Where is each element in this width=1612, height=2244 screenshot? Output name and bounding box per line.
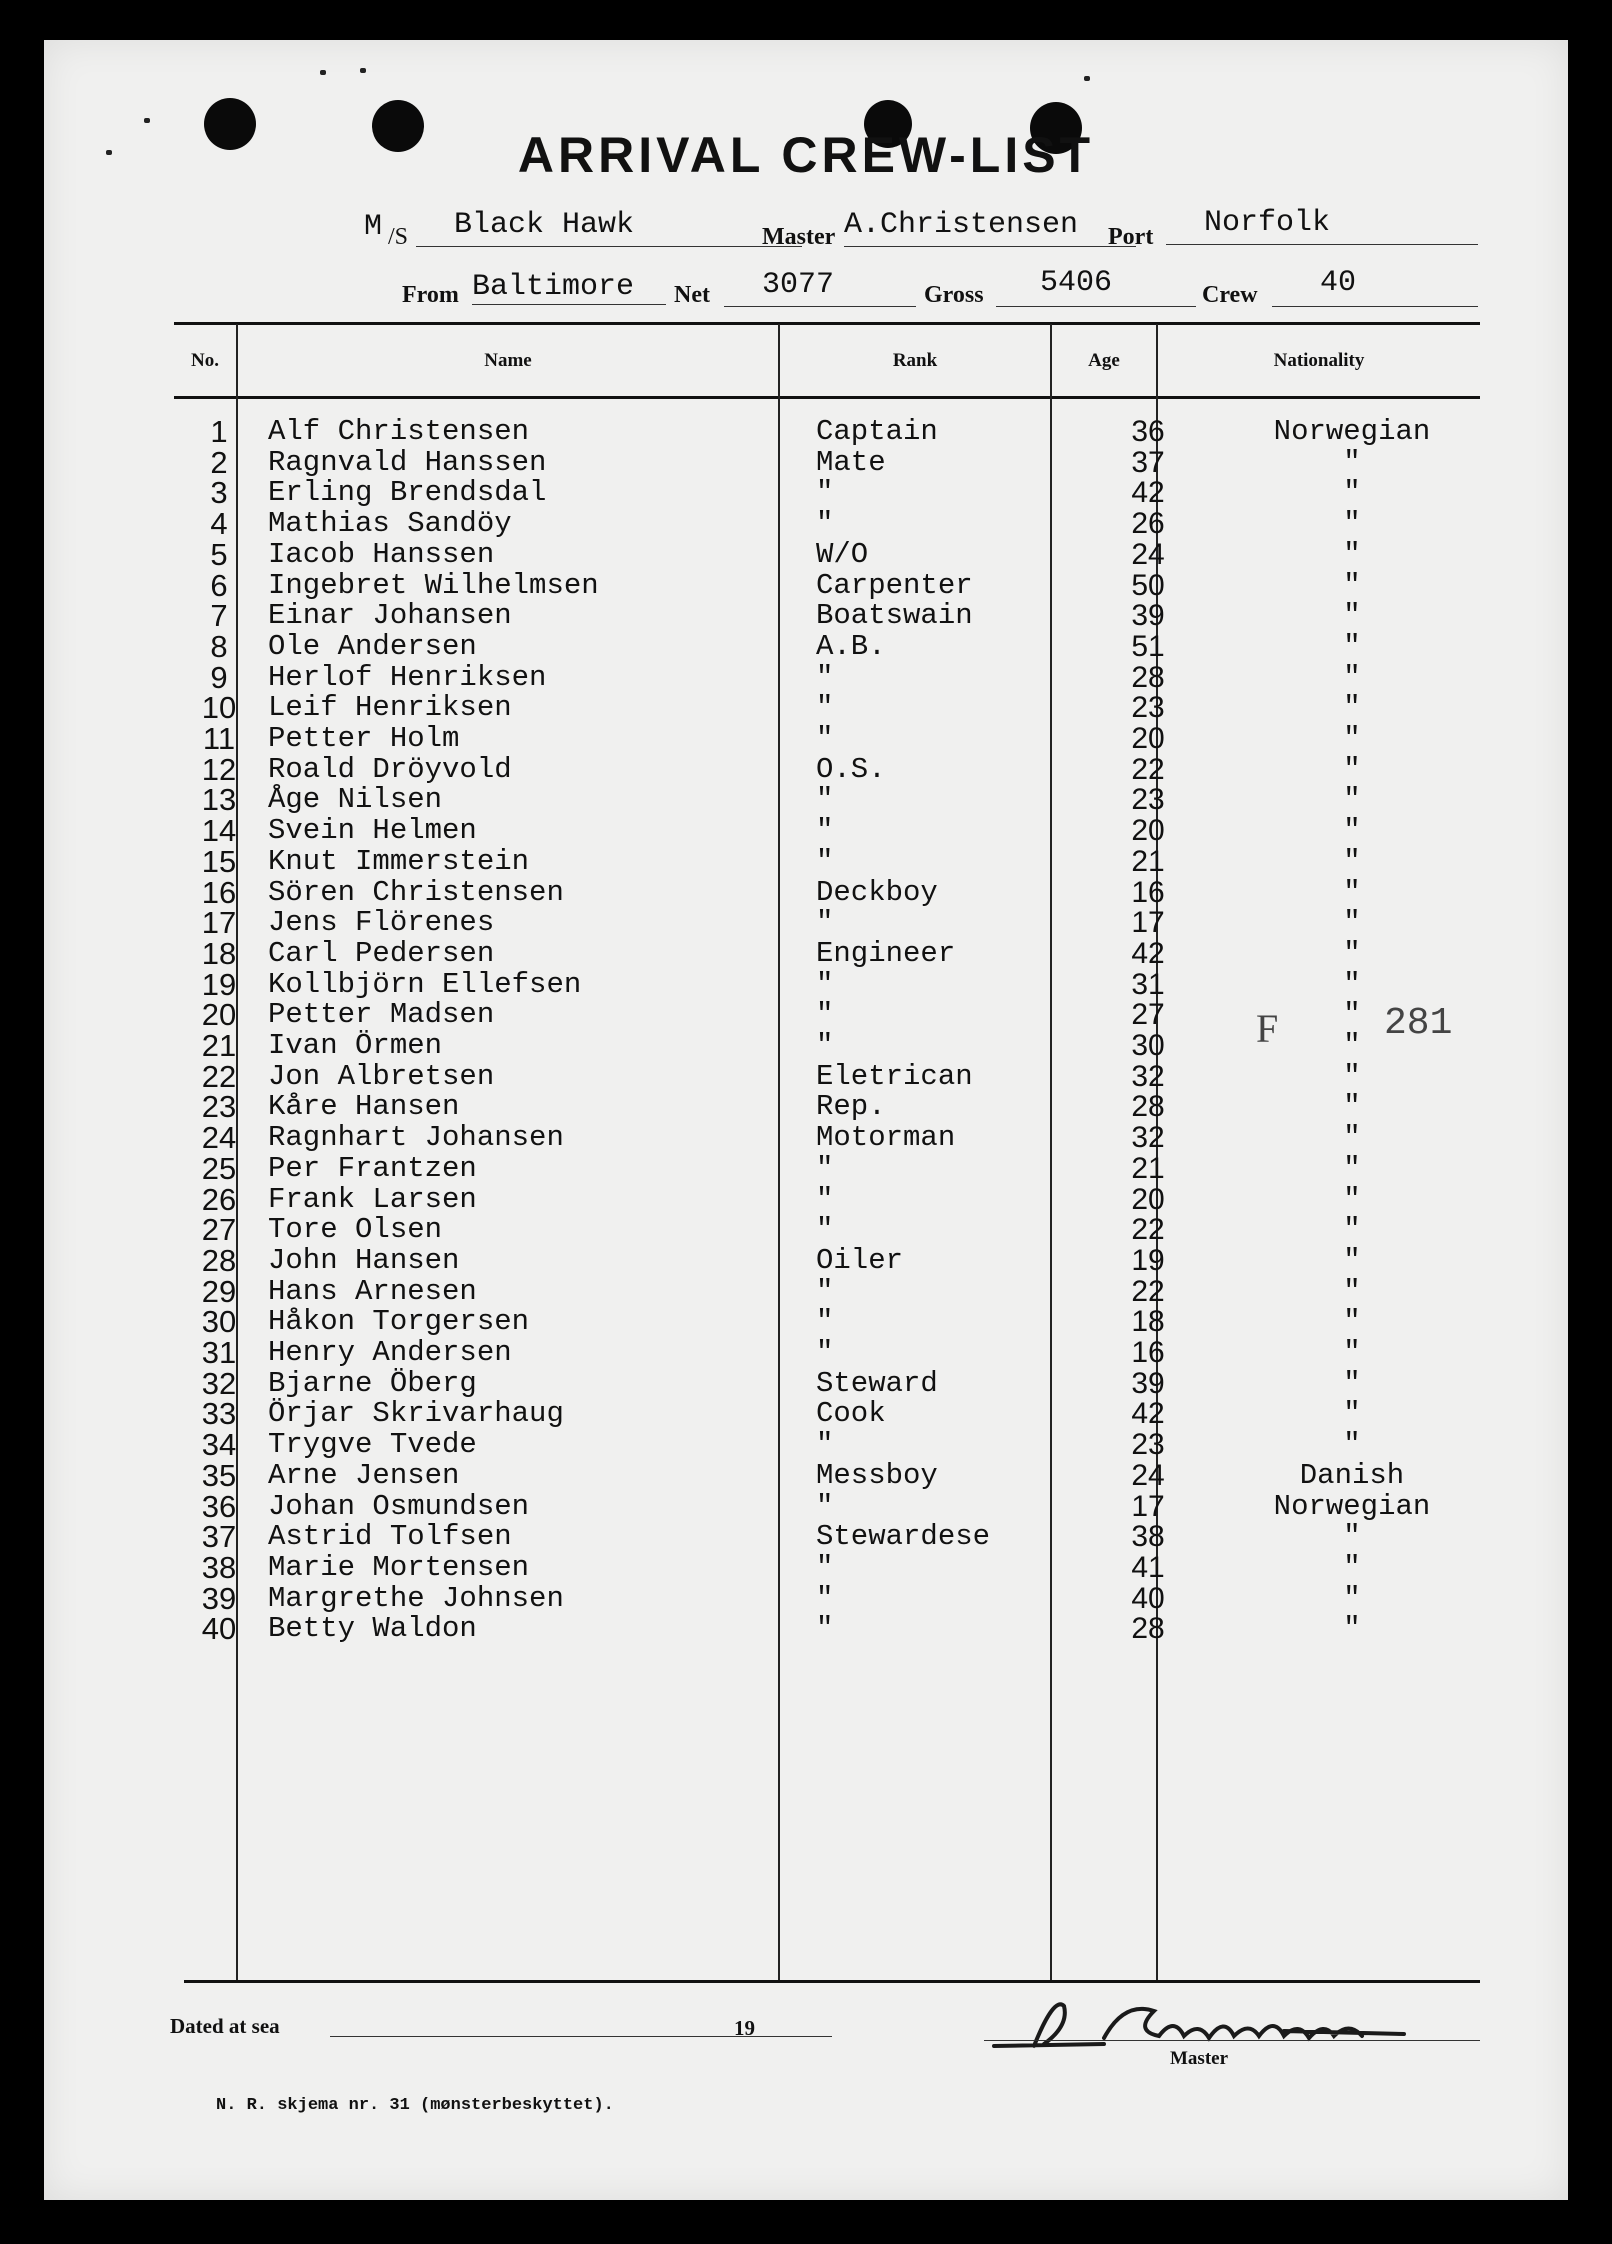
crew-nationality: " (1343, 445, 1361, 479)
crew-name: Per Frantzen (268, 1151, 477, 1185)
vessel-underline (416, 246, 802, 247)
crew-name: Sören Christensen (268, 875, 564, 909)
crew-name: Astrid Tolfsen (268, 1520, 512, 1554)
crew-age: 32 (1131, 1121, 1165, 1155)
crew-nationality: " (1343, 1182, 1361, 1216)
crew-rank: W/O (816, 537, 869, 571)
crew-name: Roald Dröyvold (268, 752, 512, 786)
table-row (44, 1150, 1568, 1186)
signature-underline (984, 2040, 1480, 2041)
crew-number: 28 (201, 1242, 237, 1278)
ms-prefix: M (364, 210, 383, 244)
crew-name: Ragnvald Hanssen (268, 445, 547, 479)
crew-name: Leif Henriksen (268, 691, 512, 725)
crew-rank: Carpenter (816, 568, 973, 602)
master-sign-label: Master (1170, 2048, 1229, 2069)
crew-number: 35 (201, 1457, 237, 1493)
table-row (44, 598, 1568, 634)
crew-age: 16 (1131, 1336, 1165, 1369)
table-row (44, 1488, 1568, 1524)
crew-rank: Rep. (816, 1090, 886, 1124)
crew-nationality: " (1343, 998, 1361, 1032)
crew-age: 20 (1131, 1182, 1165, 1216)
table-row (44, 966, 1568, 1002)
crew-name: Jens Flörenes (268, 906, 495, 940)
crew-name: Ragnhart Johansen (268, 1121, 564, 1155)
table-row (44, 1120, 1568, 1156)
column-header-nationality: Nationality (1273, 350, 1365, 371)
table-row (44, 444, 1568, 480)
crew-nationality: " (1343, 1336, 1361, 1369)
crew-nationality: " (1343, 629, 1361, 663)
table-row (44, 905, 1568, 941)
ms-suffix: /S (388, 224, 409, 250)
port-underline (1166, 244, 1478, 245)
crew-name: Ole Andersen (268, 629, 477, 663)
crew-name: Petter Madsen (268, 998, 495, 1032)
table-row (44, 1242, 1568, 1278)
crew-age: 20 (1131, 722, 1165, 755)
crew-number: 25 (201, 1150, 237, 1186)
crew-age: 23 (1131, 691, 1165, 725)
crew-rank: A.B. (816, 629, 886, 663)
column-header-name: Name (484, 350, 532, 371)
year-prefix: 19 (734, 2016, 755, 2040)
crew-nationality: " (1343, 568, 1361, 602)
crew-rank: " (816, 722, 834, 755)
crew-rank: " (816, 1489, 834, 1523)
crew-rank: Cook (816, 1397, 886, 1431)
crew-nationality: " (1343, 1581, 1361, 1615)
crew-rank: " (816, 814, 834, 848)
column-header-age: Age (1088, 350, 1120, 371)
crew-number: 37 (201, 1519, 237, 1555)
crew-nationality: " (1343, 1090, 1361, 1124)
crew-number: 6 (210, 567, 228, 603)
crew-number: 39 (201, 1580, 237, 1616)
crew-age: 26 (1131, 507, 1165, 541)
crew-nationality: " (1343, 1520, 1361, 1554)
table-row (44, 628, 1568, 664)
crew-number: 40 (201, 1611, 237, 1647)
crew-number: 9 (210, 659, 228, 695)
crew-name: Bjarne Öberg (268, 1366, 477, 1400)
table-row (44, 690, 1568, 726)
port-name: Norfolk (1204, 206, 1331, 240)
crew-age: 38 (1131, 1520, 1165, 1554)
crew-nationality: " (1343, 507, 1361, 541)
crew-age: 17 (1131, 1489, 1165, 1523)
crew-age: 22 (1131, 1274, 1165, 1308)
crew-rank: Messboy (816, 1458, 938, 1492)
net-underline (724, 306, 916, 307)
crew-nationality: " (1343, 1366, 1361, 1400)
crew-age: 40 (1131, 1581, 1165, 1615)
table-row (44, 751, 1568, 787)
crew-age: 22 (1131, 1213, 1165, 1247)
crew-name: John Hansen (268, 1243, 460, 1277)
year-underline (766, 2036, 832, 2037)
crew-age: 51 (1131, 629, 1165, 663)
crew-name: Trygve Tvede (268, 1428, 477, 1462)
crew-nationality: " (1343, 1213, 1361, 1247)
crew-name: Örjar Skrivarhaug (268, 1397, 564, 1431)
crew-name: Kåre Hansen (268, 1090, 460, 1124)
crew-number: 32 (201, 1365, 237, 1401)
crew-age: 24 (1131, 537, 1165, 571)
footer-rule (184, 1980, 1480, 1983)
crew-name: Marie Mortensen (268, 1550, 530, 1584)
crew-number: 24 (201, 1120, 237, 1156)
table-row (44, 874, 1568, 910)
crew-age: 41 (1131, 1550, 1165, 1584)
crew-rank: Stewardese (816, 1520, 991, 1554)
crew-list-document (44, 40, 1568, 2200)
table-row (44, 1304, 1568, 1340)
crew-age: 32 (1131, 1059, 1165, 1093)
crew-nationality: Norwegian (1273, 1489, 1431, 1523)
crew-rank: Boatswain (816, 599, 973, 633)
crew-rank: Steward (816, 1366, 938, 1400)
crew-age: 30 (1131, 1029, 1165, 1062)
crew-number: 16 (201, 874, 237, 910)
dated-underline (330, 2036, 776, 2037)
crew-name: Henry Andersen (268, 1336, 512, 1369)
table-row (44, 1549, 1568, 1585)
crew-rank: Mate (816, 445, 886, 479)
crew-rank: " (816, 507, 834, 541)
crew-age: 24 (1131, 1458, 1165, 1492)
crew-rank: " (816, 906, 834, 940)
crew-age: 19 (1131, 1243, 1165, 1277)
crew-rank: " (816, 476, 834, 510)
crew-rank: " (816, 967, 834, 1001)
vessel-name: Black Hawk (454, 208, 635, 242)
crew-number: 11 (202, 721, 236, 756)
crew-number: 12 (201, 751, 237, 787)
crew-name: Svein Helmen (268, 814, 477, 848)
crew-number: 18 (201, 935, 237, 971)
table-row (44, 782, 1568, 818)
gross-underline (996, 306, 1196, 307)
crew-number: 22 (201, 1058, 237, 1094)
crew-nationality: " (1343, 1243, 1361, 1277)
form-note: N. R. skjema nr. 31 (mønsterbeskyttet). (216, 2096, 614, 2115)
crew-rank: " (816, 1274, 834, 1308)
crew-age: 42 (1131, 936, 1165, 970)
crew-number: 26 (201, 1181, 237, 1217)
net-label: Net (674, 282, 710, 308)
crew-age: 28 (1131, 660, 1165, 694)
crew-number: 7 (210, 598, 228, 634)
crew-nationality: " (1343, 844, 1361, 878)
port-label: Port (1108, 224, 1154, 250)
crew-number: 36 (201, 1488, 237, 1524)
crew-rank: " (816, 1581, 834, 1615)
crew-nationality: " (1343, 1274, 1361, 1308)
crew-nationality: " (1343, 1151, 1361, 1185)
crew-number: 10 (201, 690, 237, 726)
crew-number: 14 (201, 813, 237, 849)
crew-rank: " (816, 1182, 834, 1216)
crew-nationality: " (1343, 537, 1361, 571)
table-top-rule (174, 322, 1480, 325)
crew-nationality: " (1343, 1428, 1361, 1462)
crew-number: 33 (201, 1396, 237, 1432)
crew-age: 21 (1131, 844, 1165, 878)
crew-name: Johan Osmundsen (268, 1489, 530, 1523)
crew-rank: Motorman (816, 1121, 956, 1155)
crew-name: Carl Pedersen (268, 936, 495, 970)
table-row (44, 1365, 1568, 1401)
crew-age: 42 (1131, 1397, 1165, 1431)
crew-number: 19 (201, 966, 237, 1002)
crew-nationality: Danish (1299, 1458, 1405, 1492)
crew-age: 17 (1131, 906, 1165, 940)
table-row (44, 1181, 1568, 1217)
table-row (44, 843, 1568, 879)
crew-age: 37 (1131, 445, 1165, 479)
crew-name: Margrethe Johnsen (268, 1581, 564, 1615)
crew-nationality: " (1343, 1612, 1361, 1646)
crew-nationality: " (1343, 599, 1361, 633)
crew-count: 40 (1320, 266, 1357, 300)
table-row (44, 1580, 1568, 1616)
table-row (44, 997, 1568, 1033)
table-row (44, 1273, 1568, 1309)
crew-label: Crew (1202, 282, 1258, 308)
master-signature (984, 1986, 1424, 2056)
crew-age: 16 (1131, 875, 1165, 909)
crew-number: 8 (210, 628, 228, 664)
crew-number: 3 (210, 475, 228, 511)
crew-nationality: " (1343, 1397, 1361, 1431)
crew-rank: " (816, 1305, 834, 1339)
ink-speck (144, 118, 150, 123)
dated-label: Dated at sea (170, 2014, 280, 2038)
table-row (44, 1337, 1568, 1368)
crew-name: Frank Larsen (268, 1182, 477, 1216)
crew-rank: Captain (816, 415, 938, 448)
crew-age: 18 (1131, 1305, 1165, 1339)
crew-name: Ivan Örmen (268, 1029, 443, 1062)
crew-nationality: " (1343, 660, 1361, 694)
table-row (44, 1457, 1568, 1493)
crew-nationality: " (1343, 752, 1361, 786)
crew-age: 23 (1131, 783, 1165, 817)
table-row (44, 1611, 1568, 1647)
crew-age: 39 (1131, 599, 1165, 633)
crew-rank: " (816, 1151, 834, 1185)
crew-name: Ingebret Wilhelmsen (268, 568, 599, 602)
table-row (44, 723, 1568, 754)
crew-age: 28 (1131, 1090, 1165, 1124)
crew-number: 31 (201, 1335, 237, 1370)
crew-number: 17 (201, 905, 237, 941)
crew-rank: Engineer (816, 936, 956, 970)
crew-rank: Eletrican (816, 1059, 973, 1093)
gross-label: Gross (924, 282, 984, 308)
table-row (44, 475, 1568, 511)
master-name: A.Christensen (844, 208, 1079, 242)
crew-nationality: " (1343, 875, 1361, 909)
crew-age: 20 (1131, 814, 1165, 848)
crew-name: Petter Holm (268, 722, 460, 755)
crew-number: 29 (201, 1273, 237, 1309)
crew-rank: Deckboy (816, 875, 938, 909)
master-label: Master (762, 224, 836, 250)
crew-name: Jon Albretsen (268, 1059, 495, 1093)
crew-name: Hans Arnesen (268, 1274, 477, 1308)
from-underline (472, 304, 666, 305)
crew-nationality: " (1343, 1305, 1361, 1339)
table-row (44, 1212, 1568, 1248)
table-row (44, 659, 1568, 695)
crew-nationality: " (1343, 722, 1361, 755)
table-row (44, 416, 1568, 447)
stamp-number: 281 (1384, 1002, 1453, 1045)
from-label: From (402, 282, 459, 308)
table-row (44, 536, 1568, 572)
crew-name: Kollbjörn Ellefsen (268, 967, 582, 1001)
crew-number: 23 (201, 1089, 237, 1125)
crew-rank: " (816, 1029, 834, 1062)
crew-nationality: " (1343, 476, 1361, 510)
crew-nationality: " (1343, 814, 1361, 848)
crew-number: 15 (201, 843, 237, 879)
crew-age: 36 (1131, 415, 1165, 448)
crew-rank: " (816, 844, 834, 878)
crew-name: Alf Christensen (268, 415, 530, 448)
crew-age: 22 (1131, 752, 1165, 786)
crew-nationality: " (1343, 691, 1361, 725)
crew-name: Betty Waldon (268, 1612, 477, 1646)
crew-nationality: " (1343, 1059, 1361, 1093)
from-port: Baltimore (472, 270, 635, 304)
crew-name: Erling Brendsdal (268, 476, 547, 510)
crew-rank: " (816, 1550, 834, 1584)
crew-name: Iacob Hanssen (268, 537, 495, 571)
crew-underline (1272, 306, 1478, 307)
document-title: ARRIVAL CREW-LIST (517, 127, 1095, 183)
crew-name: Arne Jensen (268, 1458, 460, 1492)
crew-age: 39 (1131, 1366, 1165, 1400)
crew-rank: " (816, 1213, 834, 1247)
crew-name: Håkon Torgersen (268, 1305, 530, 1339)
crew-number: 38 (201, 1549, 237, 1585)
table-row (44, 935, 1568, 971)
ink-speck (360, 68, 366, 73)
crew-age: 28 (1131, 1612, 1165, 1646)
table-row (44, 1058, 1568, 1094)
crew-rank: " (816, 998, 834, 1032)
crew-age: 31 (1131, 967, 1165, 1001)
table-row (44, 567, 1568, 603)
crew-nationality: " (1343, 967, 1361, 1001)
column-header-rank: Rank (892, 350, 938, 371)
table-row (44, 1089, 1568, 1125)
crew-number: 34 (201, 1427, 237, 1463)
crew-nationality: Norwegian (1273, 415, 1431, 448)
crew-rank: " (816, 783, 834, 817)
crew-nationality: " (1343, 1029, 1361, 1062)
crew-number: 30 (201, 1304, 237, 1340)
crew-rank: " (816, 660, 834, 694)
crew-age: 42 (1131, 476, 1165, 510)
crew-rank: Oiler (816, 1243, 904, 1277)
crew-rank: " (816, 1428, 834, 1462)
crew-age: 23 (1131, 1428, 1165, 1462)
crew-name: Herlof Henriksen (268, 660, 547, 694)
crew-name: Åge Nilsen (268, 783, 443, 817)
crew-number: 5 (210, 536, 228, 572)
crew-number: 4 (210, 506, 228, 542)
crew-nationality: " (1343, 783, 1361, 817)
crew-rank: " (816, 691, 834, 725)
table-row (44, 1396, 1568, 1432)
crew-nationality: " (1343, 1121, 1361, 1155)
crew-age: 50 (1131, 568, 1165, 602)
column-header-no: No. (191, 350, 219, 371)
crew-name: Einar Johansen (268, 599, 512, 633)
ink-speck (320, 70, 326, 75)
table-row (44, 506, 1568, 542)
table-row (44, 1519, 1568, 1555)
table-row (44, 1030, 1568, 1061)
crew-name: Knut Immerstein (268, 844, 530, 878)
crew-rank: " (816, 1336, 834, 1369)
net-tonnage: 3077 (762, 268, 835, 302)
crew-number: 2 (210, 444, 228, 480)
table-row (44, 813, 1568, 849)
table-row (44, 1427, 1568, 1463)
ink-speck (1084, 76, 1090, 81)
master-underline (844, 246, 1136, 247)
crew-number: 1 (210, 414, 228, 449)
crew-name: Tore Olsen (268, 1213, 443, 1247)
crew-number: 20 (201, 997, 237, 1033)
crew-nationality: " (1343, 1550, 1361, 1584)
gross-tonnage: 5406 (1040, 266, 1113, 300)
crew-age: 27 (1131, 998, 1165, 1032)
crew-age: 21 (1131, 1151, 1165, 1185)
stamp-prefix: F (1256, 1006, 1279, 1051)
crew-rank: " (816, 1612, 834, 1646)
crew-nationality: " (1343, 936, 1361, 970)
crew-number: 27 (201, 1212, 237, 1248)
crew-rank: O.S. (816, 752, 886, 786)
crew-number: 13 (201, 782, 237, 818)
table-header-rule (174, 396, 1480, 399)
crew-nationality: " (1343, 906, 1361, 940)
crew-number: 21 (201, 1028, 237, 1063)
crew-name: Mathias Sandöy (268, 507, 512, 541)
